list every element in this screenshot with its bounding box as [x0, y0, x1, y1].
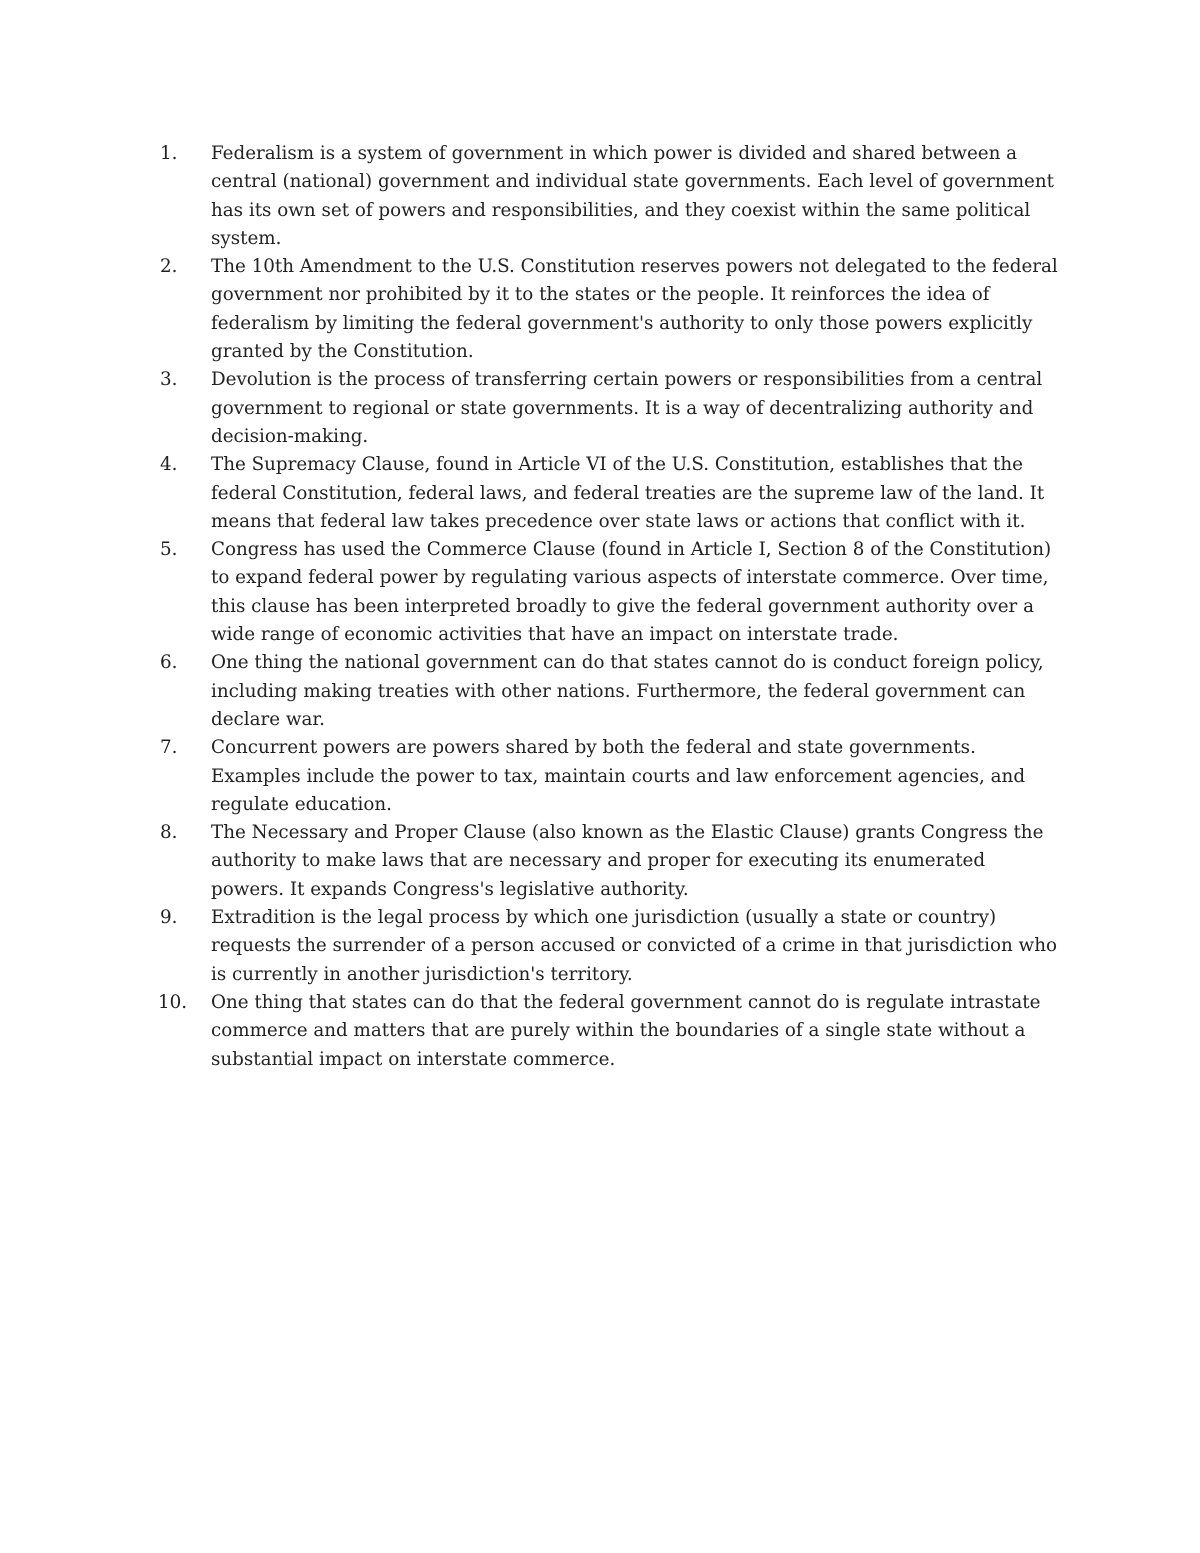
list-number: 6. — [160, 652, 178, 674]
list-item-text: Concurrent powers are powers shared by both the federal and state governments. Examples include the power to tax, maintain courts and law enforcement agencies, and regulate education. — [211, 737, 1026, 815]
list-item-text: One thing the national government can do that states cannot do is conduct foreign policy, including making treaties with other nations. Furthermore, the federal government can declare war. — [211, 652, 1044, 730]
list-number: 1. — [160, 143, 178, 164]
list-item-text: One thing that states can do that the federal government cannot do is regulate intrastate commerce and matters that are purely within the boundaries of a single state without a substantial impact on interstate commerce. — [211, 991, 1041, 1070]
list-number: 8. — [160, 822, 178, 844]
list-item-text: The Supremacy Clause, found in Article VI of the U.S. Constitution, establishes that the federal Constitution, federal laws, and federal treaties are the supreme law of the land. It means that federal law takes precedence over state laws or actions that conflict with it. — [211, 454, 1045, 532]
list-item — [160, 536, 1060, 649]
list-item-text: Congress has used the Commerce Clause (found in Article I, Section 8 of the Constitution) to expand federal power by regulating various aspects of interstate commerce. Over time, this clause has been interpreted broadly to give the federal government authority over a wide range of economic activities that have an impact on interstate trade. — [211, 539, 1052, 646]
list-number: 3. — [160, 369, 178, 391]
list-item — [160, 649, 1060, 734]
list-item-text: Federalism is a system of government in which power is divided and shared between a central (national) government and individual state governments. Each level of government has its own set of powers and responsibilities, and they coexist within the same political system. — [211, 143, 1054, 249]
list-item — [160, 904, 1060, 989]
list-item-text: Extradition is the legal process by which one jurisdiction (usually a state or country) requests the surrender of a person accused or convicted of a crime in that jurisdiction who is currently in another jurisdiction's territory. — [211, 907, 1057, 985]
list-item-text: The Necessary and Proper Clause (also known as the Elastic Clause) grants Congress the authority to make laws that are necessary and proper for executing its enumerated powers. It expands Congress's legislative authority. — [211, 822, 1044, 900]
list-item-text: Devolution is the process of transferring certain powers or responsibilities from a central government to regional or state governments. It is a way of decentralizing authority and decision-making. — [211, 369, 1043, 447]
list-item-text: The 10th Amendment to the U.S. Constitution reserves powers not delegated to the federal government nor prohibited by it to the states or the people. It reinforces the idea of federalism by limiting the federal government's authority to only those powers explicitly granted by the Constitution. — [211, 256, 1058, 363]
list-item — [160, 989, 1060, 1074]
list-number: 9. — [160, 907, 178, 929]
list-number: 7. — [160, 737, 178, 759]
list-number: 4. — [160, 454, 178, 476]
list-item — [160, 140, 1060, 253]
list-number: 5. — [160, 539, 178, 561]
list-number: 10. — [158, 991, 188, 1013]
list-item — [160, 366, 1060, 451]
list-item — [160, 451, 1060, 536]
list-item — [160, 819, 1060, 904]
numbered-list — [160, 140, 1060, 1074]
list-item — [160, 253, 1060, 366]
list-item — [160, 734, 1060, 819]
list-number: 2. — [160, 256, 178, 278]
